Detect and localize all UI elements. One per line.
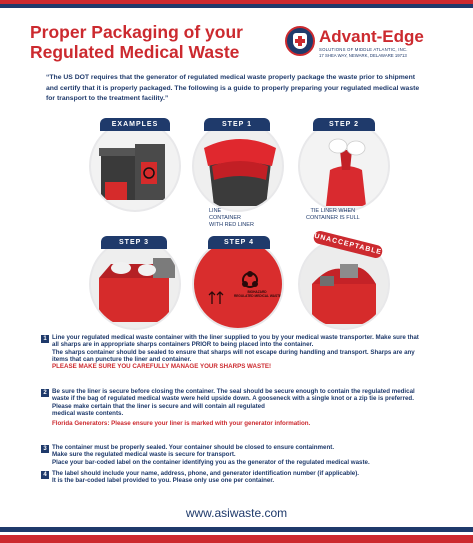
bag-label-text: BIOHAZARD REGULATED MEDICAL WASTE: [234, 290, 282, 298]
brand-name: Advant-Edge: [319, 27, 424, 46]
website-link[interactable]: www.asiwaste.com: [185, 506, 288, 520]
company-logo: [285, 26, 455, 66]
top-border: [0, 0, 473, 8]
tied-liner-icon: [300, 122, 390, 212]
tab-step-3: STEP 3: [101, 236, 167, 249]
step-number-badge: 2: [41, 389, 49, 397]
bottom-border: [0, 527, 473, 543]
step-2-text: Be sure the liner is secure before closing the container. The seal should be secure enough to contain the regulated medical waste if the bag of regulated medical waste were held upside down. A gooseneck with a single knot or a zip tie is preferred. Please make certain that the liner is secure and will contain all regulated medical waste contents.: [52, 388, 415, 417]
step-1-text: Line your regulated medical waste container with the liner supplied to you by your medical waste transporter. Make sure that all sharps are in appropriate sharps containers PRIOR to being placed into the container. The sharps container should be sealed to ensure that sharps will not escape during handling and transport. Sharps are any items that can puncture the liner and container.: [52, 334, 419, 363]
step-4-text: The label should include your name, address, phone, and generator identification number (if applicable). It is the bar-coded label provided to you. Please only use one per container.: [52, 470, 360, 485]
step-3-text: The container must be properly sealed. Your container should be closed to ensure containment. Make sure the regulated medical waste is secure for transport. Place your bar-coded label on the container identifying you as the generator of the regulated medical waste.: [52, 444, 370, 466]
examples-photo: [89, 120, 181, 212]
page-title: Proper Packaging of your Regulated Medical Waste: [30, 22, 243, 62]
brand-address: 17 SHEA WAY, NEWARK, DELAWARE 19713: [319, 53, 407, 58]
closed-box-icon: [91, 240, 181, 330]
tab-step-2: STEP 2: [313, 118, 375, 131]
step1-photo: [192, 120, 284, 212]
lined-container-icon: [194, 122, 284, 212]
biohazard-label-icon: [194, 240, 284, 330]
step-number-badge: 3: [41, 445, 49, 453]
intro-quote: “The US DOT requires that the generator of regulated medical waste properly package the waste prior to shipment and certify that it is properly packaged. The following is a guide to properly preparing your regulated medical waste for transport to the treatment facility.”: [46, 74, 420, 102]
brand-tagline: SOLUTIONS OF MIDDLE ATLANTIC, INC.: [319, 47, 408, 52]
tab-unacceptable: UNACCEPTABLE: [312, 230, 383, 260]
tab-step-1: STEP 1: [204, 118, 270, 131]
tab-examples: EXAMPLES: [100, 118, 170, 131]
step-number-badge: 1: [41, 335, 49, 343]
logo-seal-icon: [285, 26, 315, 56]
step2-photo: [298, 120, 390, 212]
step2-caption: TIE LINER WHEN CONTAINER IS FULL: [306, 208, 360, 221]
tab-step-4: STEP 4: [208, 236, 270, 249]
step-2-warning: Florida Generators: Please ensure your liner is marked with your generator information.: [52, 420, 311, 428]
step4-photo: [192, 238, 284, 330]
waste-containers-icon: [91, 122, 181, 212]
step-1-warning: PLEASE MAKE SURE YOU CAREFULLY MANAGE YOUR SHARPS WASTE!: [52, 363, 272, 371]
step1-caption: LINE CONTAINER WITH RED LINER: [209, 208, 254, 228]
step3-photo: [89, 238, 181, 330]
step-number-badge: 4: [41, 471, 49, 479]
